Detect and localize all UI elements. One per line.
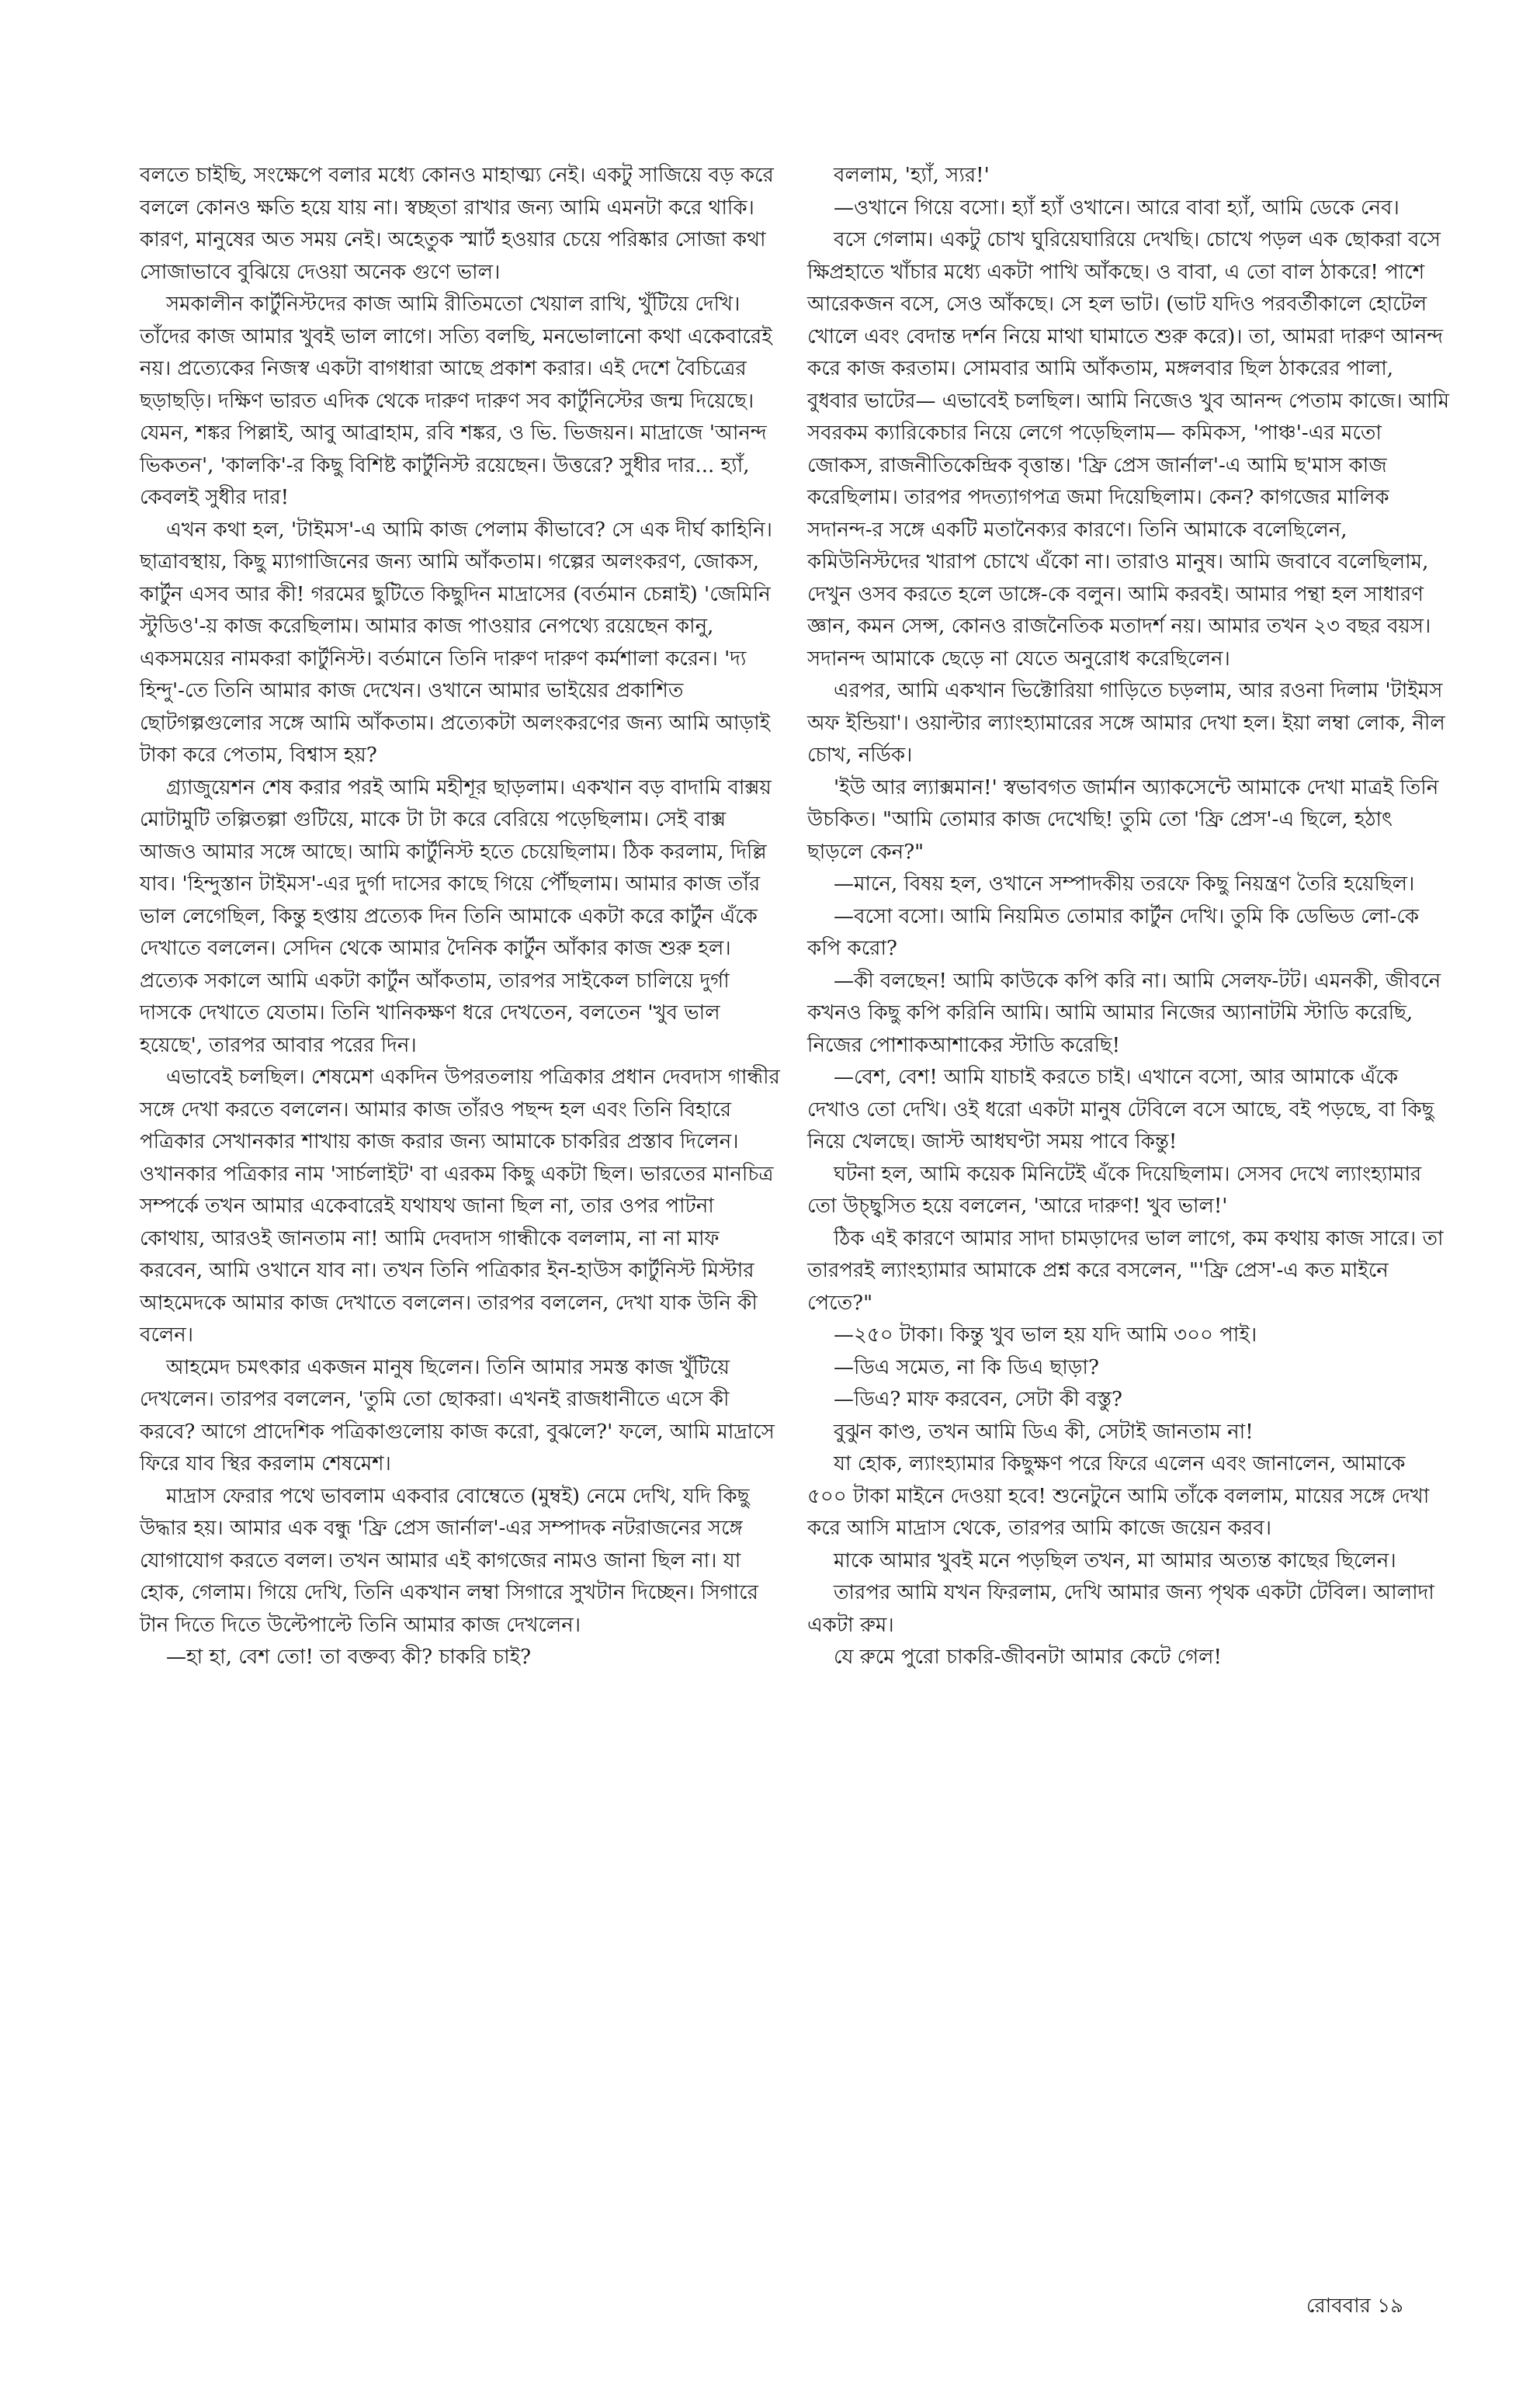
article-column-left [140,160,782,1674]
paragraph: সমকালীন কার্টুনিস্টদের কাজ আমি রীতিমতো খেয়াল রাখি, খুঁটিয়ে দেখি। তাঁদের কাজ আমার খুবই ভাল লাগে। সত্যি বলছি, মনভোলানো কথা একেবারেই নয়। প্রত্যেকের নিজস্ব একটা বাগধারা আছে প্রকাশ করার। এই দেশে বৈচিত্রের ছড়াছড়ি। দক্ষিণ ভারত এদিক থেকে দারুণ দারুণ সব কার্টুনিস্টের জন্ম দিয়েছে। যেমন, শঙ্কর পিল্লাই, আবু আব্রাহাম, রবি শঙ্কর, ও ভি. ভিজয়ন। মাদ্রাজে 'আনন্দ ভিকতন', 'কালকি'-র কিছু বিশিষ্ট কার্টুনিস্ট রয়েছেন। উত্তরে? সুধীর দার... হ্যাঁ, কেবলই সুধীর দার! [140,293,772,509]
paragraph: ঘটনা হল, আমি কয়েক মিনিটেই এঁকে দিয়েছিলাম। সেসব দেখে ল্যাংহ্যামার তো উচ্ছ্বসিত হয়ে বললেন, 'আরে দারুণ! খুব ভাল!' [807,1162,1422,1218]
paragraph: —ওখানে গিয়ে বসো। হ্যাঁ হ্যাঁ ওখানে। আরে বাবা হ্যাঁ, আমি ডেকে নেব। [834,196,1400,220]
paragraph: —বসো বসো। আমি নিয়মিত তোমার কার্টুন দেখি। তুমি কি ডেভিড লো-কে কপি করো? [807,904,1420,960]
paragraph: বললাম, 'হ্যাঁ, স্যর!' [834,164,990,187]
paragraph: মাকে আমার খুবই মনে পড়ছিল তখন, মা আমার অত্যন্ত কাছের ছিলেন। [834,1549,1396,1573]
paragraph: মাদ্রাস ফেরার পথে ভাবলাম একবার বোম্বেতে (মুম্বই) নেমে দেখি, যদি কিছু উদ্ধার হয়। আমার এক বন্ধু 'ফ্রি প্রেস জার্নাল'-এর সম্পাদক নটরাজনের সঙ্গে যোগাযোগ করতে বলল। তখন আমার এই কাগজের নামও জানা ছিল না। যা হোক, গেলাম। গিয়ে দেখি, তিনি একখান লম্বা সিগারে সুখটান দিচ্ছেন। সিগারে টান দিতে দিতে উল্টেপাল্টে তিনি আমার কাজ দেখলেন। [140,1484,758,1637]
paragraph: বুঝুন কাণ্ড, তখন আমি ডিএ কী, সেটাই জানতাম না! [834,1420,1254,1444]
paragraph: —মানে, বিষয় হল, ওখানে সম্পাদকীয় তরফে কিছু নিয়ন্ত্রণ তৈরি হয়েছিল। [834,872,1415,896]
paragraph: এরপর, আমি একখান ভিক্টোরিয়া গাড়িতে চড়লাম, আর রওনা দিলাম 'টাইমস অফ ইন্ডিয়া'। ওয়াল্টার ল্যাংহ্যামারের সঙ্গে আমার দেখা হল। ইয়া লম্বা লোক, নীল চোখ, নর্ডিক। [807,679,1445,767]
paragraph: 'ইউ আর ল্যাক্সমান!' স্বভাবগত জার্মান অ্যাকসেন্টে আমাকে দেখা মাত্রই তিনি উচকিত। "আমি তোমার কাজ দেখেছি! তুমি তো 'ফ্রি প্রেস'-এ ছিলে, হঠাৎ ছাড়লে কেন?" [807,775,1439,864]
paragraph: তারপর আমি যখন ফিরলাম, দেখি আমার জন্য পৃথক একটা টেবিল। আলাদা একটা রুম। [807,1581,1434,1637]
paragraph: এভাবেই চলছিল। শেষমেশ একদিন উপরতলায় পত্রিকার প্রধান দেবদাস গান্ধীর সঙ্গে দেখা করতে বললেন। আমার কাজ তাঁরও পছন্দ হল এবং তিনি বিহারে পত্রিকার সেখানকার শাখায় কাজ করার জন্য আমাকে চাকরির প্রস্তাব দিলেন। ওখানকার পত্রিকার নাম 'সার্চলাইট' বা এরকম কিছু একটা ছিল। ভারতের মানচিত্র সম্পর্কে তখন আমার একেবারেই যথাযথ জানা ছিল না, তার ওপর পাটনা কোথায়, আরওই জানতাম না! আমি দেবদাস গান্ধীকে বললাম, না না মাফ করবেন, আমি ওখানে যাব না। তখন তিনি পত্রিকার ইন-হাউস কার্টুনিস্ট মিস্টার আহমেদকে আমার কাজ দেখাতে বললেন। তারপর বললেন, দেখা যাক উনি কী বলেন। [140,1066,780,1347]
paragraph: যে রুমে পুরো চাকরি-জীবনটা আমার কেটে গেল! [834,1646,1222,1669]
paragraph: আহমেদ চমৎকার একজন মানুষ ছিলেন। তিনি আমার সমস্ত কাজ খুঁটিয়ে দেখলেন। তারপর বললেন, 'তুমি তো ছোকরা। এখনই রাজধানীতে এসে কী করবে? আগে প্রাদেশিক পত্রিকাগুলোয় কাজ করো, বুঝলে?' ফলে, আমি মাদ্রাসে ফিরে যাব স্থির করলাম শেষমেশ। [140,1355,775,1476]
paragraph: যা হোক, ল্যাংহ্যামার কিছুক্ষণ পরে ফিরে এলেন এবং জানালেন, আমাকে ৫০০ টাকা মাইনে দেওয়া হবে! শুনেটুনে আমি তাঁকে বললাম, মায়ের সঙ্গে দেখা করে আসি মাদ্রাস থেকে, তারপর আমি কাজে জয়েন করব। [807,1452,1430,1540]
paragraph: বসে গেলাম। একটু চোখ ঘুরিয়েঘারিয়ে দেখছি। চোখে পড়ল এক ছোকরা বসে ক্ষিপ্রহাতে খাঁচার মধ্যে একটা পাখি আঁকছে। ও বাবা, এ তো বাল ঠাকরে! পাশে আরেকজন বসে, সেও আঁকছে। সে হল ভাট। (ভাট যদিও পরবর্তীকালে হোটেল খোলে এবং বেদান্ত দর্শন নিয়ে মাথা ঘামাতে শুরু করে)। তা, আমরা দারুণ আনন্দ করে কাজ করতাম। সোমবার আমি আঁকতাম, মঙ্গলবার ছিল ঠাকরের পালা, বুধবার ভাটের— এভাবেই চলছিল। আমি নিজেও খুব আনন্দ পেতাম কাজে। আমি সবরকম ক্যারিকেচার নিয়ে লেগে পড়েছিলাম— কমিকস, 'পাঞ্চ'-এর মতো জোকস, রাজনীতিকেন্দ্রিক বৃত্তান্ত। 'ফ্রি প্রেস জার্নাল'-এ আমি ছ'মাস কাজ করেছিলাম। তারপর পদত্যাগপত্র জমা দিয়েছিলাম। কেন? কাগজের মালিক সদানন্দ-র সঙ্গে একটি মতানৈক্যর কারণে। তিনি আমাকে বলেছিলেন, কমিউনিস্টদের খারাপ চোখে এঁকো না। তারাও মানুষ। আমি জবাবে বলেছিলাম, দেখুন ওসব করতে হলে ডাঙ্গে-কে বলুন। আমি করবই। আমার পন্থা হল সাধারণ জ্ঞান, কমন সেন্স, কোনও রাজনৈতিক মতাদর্শ নয়। আমার তখন ২৩ বছর বয়স। সদানন্দ আমাকে ছেড়ে না যেতে অনুরোধ করেছিলেন। [807,228,1450,671]
paragraph: এখন কথা হল, 'টাইমস'-এ আমি কাজ পেলাম কীভাবে? সে এক দীর্ঘ কাহিনি। ছাত্রাবস্থায়, কিছু ম্যাগাজিনের জন্য আমি আঁকতাম। গল্পের অলংকরণ, জোকস, কার্টুন এসব আর কী! গরমের ছুটিতে কিছুদিন মাদ্রাসের (বর্তমান চেন্নাই) 'জেমিনি স্টুডিও'-য় কাজ করেছিলাম। আমার কাজ পাওয়ার নেপথ্যে রয়েছেন কানু, একসময়ের নামকরা কার্টুনিস্ট। বর্তমানে তিনি দারুণ দারুণ কর্মশালা করেন। 'দ্য হিন্দু'-তে তিনি আমার কাজ দেখেন। ওখানে আমার ভাইয়ের প্রকাশিত ছোটগল্পগুলোর সঙ্গে আমি আঁকতাম। প্রত্যেকটা অলংকরণের জন্য আমি আড়াই টাকা করে পেতাম, বিশ্বাস হয়? [140,518,772,767]
paragraph: —হা হা, বেশ তো! তা বক্তব্য কী? চাকরি চাই? [166,1646,532,1669]
page-footer: রোববার ১৯ [1306,2294,1403,2318]
paragraph: —২৫০ টাকা। কিন্তু খুব ভাল হয় যদি আমি ৩০০ পাই। [834,1323,1257,1347]
paragraph: গ্র্যাজুয়েশন শেষ করার পরই আমি মহীশূর ছাড়লাম। একখান বড় বাদামি বাক্সয় মোটামুটি তল্পিতল্পা গুটিয়ে, মাকে টা টা করে বেরিয়ে পড়েছিলাম। সেই বাক্স আজও আমার সঙ্গে আছে। আমি কার্টুনিস্ট হতে চেয়েছিলাম। ঠিক করলাম, দিল্লি যাব। 'হিন্দুস্তান টাইমস'-এর দুর্গা দাসের কাছে গিয়ে পৌঁছলাম। আমার কাজ তাঁর ভাল লেগেছিল, কিন্তু হপ্তায় প্রত্যেক দিন তিনি আমাকে একটা করে কার্টুন এঁকে দেখাতে বললেন। সেদিন থেকে আমার দৈনিক কার্টুন আঁকার কাজ শুরু হল। প্রত্যেক সকালে আমি একটা কার্টুন আঁকতাম, তারপর সাইকেল চালিয়ে দুর্গা দাসকে দেখাতে যেতাম। তিনি খানিকক্ষণ ধরে দেখতেন, বলতেন 'খুব ভাল হয়েছে', তারপর আবার পরের দিন। [140,775,772,1057]
article-column-right [807,160,1450,1674]
paragraph: —বেশ, বেশ! আমি যাচাই করতে চাই। এখানে বসো, আর আমাকে এঁকে দেখাও তো দেখি। ওই ধরো একটা মানুষ টেবিলে বসে আছে, বই পড়ছে, বা কিছু নিয়ে খেলছে। জাস্ট আধঘণ্টা সময় পাবে কিন্তু! [807,1066,1434,1153]
paragraph: —কী বলছেন! আমি কাউকে কপি করি না। আমি সেলফ-টট। এমনকী, জীবনে কখনও কিছু কপি করিনি আমি। আমি আমার নিজের অ্যানাটমি স্টাডি করেছি, নিজের পোশাকআশাকের স্টাডি করেছি! [807,969,1441,1057]
paragraph: ঠিক এই কারণে আমার সাদা চামড়াদের ভাল লাগে, কম কথায় কাজ সারে। তা তারপরই ল্যাংহ্যামার আমাকে প্রশ্ন করে বসলেন, "'ফ্রি প্রেস'-এ কত মাইনে পেতে?" [807,1226,1444,1315]
paragraph: —ডিএ সমেত, না কি ডিএ ছাড়া? [834,1355,1099,1379]
paragraph: বলতে চাইছি, সংক্ষেপে বলার মধ্যে কোনও মাহাত্ম্য নেই। একটু সাজিয়ে বড় করে বললে কোনও ক্ষতি হয়ে যায় না। স্বচ্ছতা রাখার জন্য আমি এমনটা করে থাকি। কারণ, মানুষের অত সময় নেই। অহেতুক স্মার্ট হওয়ার চেয়ে পরিষ্কার সোজা কথা সোজাভাবে বুঝিয়ে দেওয়া অনেক গুণে ভাল। [140,164,774,284]
paragraph: —ডিএ? মাফ করবেন, সেটা কী বস্তু? [834,1388,1122,1411]
